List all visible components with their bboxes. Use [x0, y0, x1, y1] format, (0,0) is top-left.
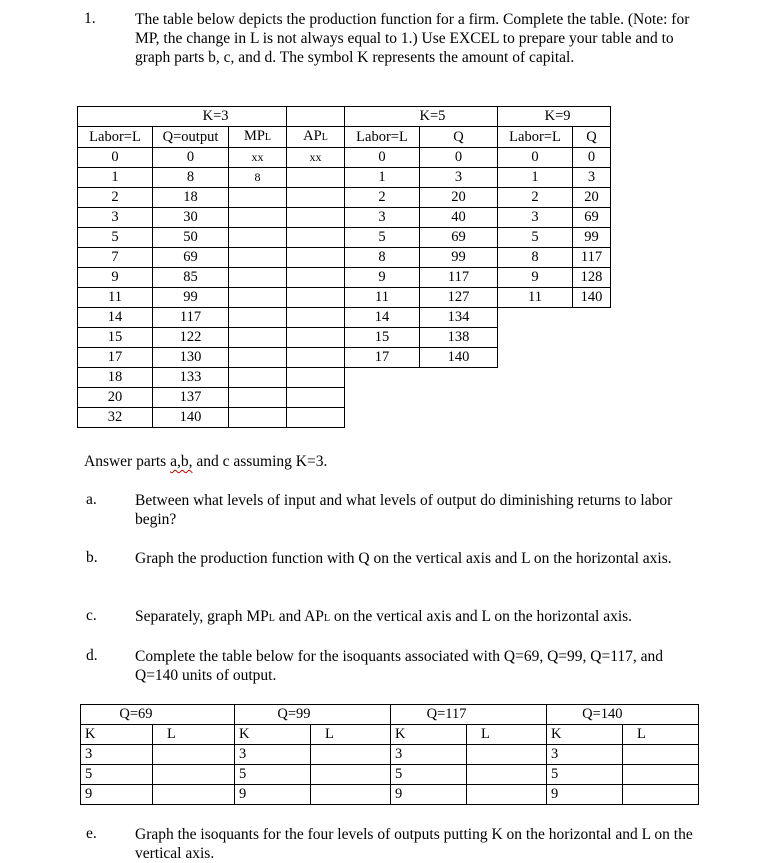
col-q9: Q	[573, 127, 611, 148]
iso-k-value: 3	[81, 745, 153, 765]
iso-k-value: 5	[81, 765, 153, 785]
cell-k3-output: 137	[153, 388, 229, 408]
cell-k3-labor: 14	[78, 308, 153, 328]
cell-k9-q: 128	[573, 268, 611, 288]
empty-cell	[345, 408, 420, 428]
cell-k3-mp	[229, 268, 287, 288]
empty-cell	[498, 368, 573, 388]
cell-k3-output: 85	[153, 268, 229, 288]
cell-k3-ap	[287, 328, 345, 348]
iso-q-header-blank	[311, 705, 391, 725]
table-row	[78, 168, 611, 188]
iso-l-value	[311, 745, 391, 765]
cell-k3-ap	[287, 168, 345, 188]
empty-cell	[345, 368, 420, 388]
cell-k3-output: 18	[153, 188, 229, 208]
table-row	[78, 248, 611, 268]
cell-k5-q: 140	[420, 348, 498, 368]
cell-k5-labor: 17	[345, 348, 420, 368]
cell-k3-mp	[229, 348, 287, 368]
empty-cell	[573, 368, 611, 388]
cell-k3-output: 130	[153, 348, 229, 368]
cell-k3-output: 8	[153, 168, 229, 188]
cell-k9-labor: 11	[498, 288, 573, 308]
table-row	[78, 188, 611, 208]
cell-k3-labor: 3	[78, 208, 153, 228]
iso-row	[81, 785, 699, 805]
header-blank	[573, 107, 611, 127]
cell-k3-labor: 15	[78, 328, 153, 348]
cell-k5-q: 0	[420, 148, 498, 168]
cell-k3-mp	[229, 228, 287, 248]
cell-k3-ap	[287, 188, 345, 208]
cell-k3-ap	[287, 228, 345, 248]
cell-k3-ap	[287, 388, 345, 408]
part-e-label: e.	[86, 825, 97, 842]
iso-q-header: Q=117	[391, 705, 467, 725]
iso-k-value: 9	[81, 785, 153, 805]
cell-k3-labor: 0	[78, 148, 153, 168]
table-row	[78, 408, 611, 428]
part-d-label: d.	[86, 647, 98, 664]
iso-k-value: 9	[235, 785, 311, 805]
table-row	[78, 308, 611, 328]
cell-k5-labor: 11	[345, 288, 420, 308]
cell-k3-ap	[287, 408, 345, 428]
empty-cell	[345, 388, 420, 408]
cell-k3-ap	[287, 248, 345, 268]
iso-q-header-blank	[153, 705, 235, 725]
cell-k5-q: 40	[420, 208, 498, 228]
cell-k5-labor: 1	[345, 168, 420, 188]
col-q5: Q	[420, 127, 498, 148]
empty-cell	[498, 348, 573, 368]
iso-k-header: K	[235, 725, 311, 745]
cell-k3-mp: 8	[229, 168, 287, 188]
iso-l-value	[153, 745, 235, 765]
cell-k3-output: 99	[153, 288, 229, 308]
table-row	[78, 228, 611, 248]
cell-k9-labor: 1	[498, 168, 573, 188]
cell-k3-labor: 18	[78, 368, 153, 388]
answer-intro: Answer parts a,b, and c assuming K=3.	[84, 453, 328, 470]
iso-header-row	[81, 705, 699, 725]
empty-cell	[420, 408, 498, 428]
iso-kl-row	[81, 725, 699, 745]
cell-k9-q: 69	[573, 208, 611, 228]
header-blank	[345, 107, 420, 127]
iso-l-value	[623, 745, 699, 765]
iso-l-value	[153, 785, 235, 805]
cell-k5-labor: 8	[345, 248, 420, 268]
cell-k5-labor: 14	[345, 308, 420, 328]
isoquant-table	[80, 704, 699, 805]
cell-k5-q: 69	[420, 228, 498, 248]
iso-l-value	[153, 765, 235, 785]
empty-cell	[420, 368, 498, 388]
iso-q-header-blank	[623, 705, 699, 725]
cell-k5-labor: 0	[345, 148, 420, 168]
header-blank	[287, 107, 345, 127]
table-row	[78, 328, 611, 348]
cell-k3-labor: 11	[78, 288, 153, 308]
empty-cell	[498, 308, 573, 328]
cell-k3-output: 133	[153, 368, 229, 388]
cell-k3-ap	[287, 308, 345, 328]
iso-l-header: L	[311, 725, 391, 745]
cell-k5-labor: 9	[345, 268, 420, 288]
cell-k5-labor: 2	[345, 188, 420, 208]
cell-k5-q: 117	[420, 268, 498, 288]
table-row	[78, 368, 611, 388]
cell-k3-labor: 5	[78, 228, 153, 248]
col-labor: Labor=L	[78, 127, 153, 148]
cell-k3-output: 117	[153, 308, 229, 328]
cell-k5-labor: 3	[345, 208, 420, 228]
header-k3: K=3	[153, 107, 229, 127]
iso-k-value: 9	[547, 785, 623, 805]
cell-k9-labor: 5	[498, 228, 573, 248]
cell-k3-ap: xx	[287, 148, 345, 168]
iso-row	[81, 765, 699, 785]
part-c-text: Separately, graph MPL and APL on the vertical axis and L on the horizontal axis.	[135, 608, 633, 625]
cell-k3-labor: 2	[78, 188, 153, 208]
cell-k3-mp: xx	[229, 148, 287, 168]
part-a-label: a.	[86, 491, 97, 508]
cell-k9-labor: 0	[498, 148, 573, 168]
cell-k3-mp	[229, 328, 287, 348]
iso-k-value: 3	[391, 745, 467, 765]
cell-k3-labor: 7	[78, 248, 153, 268]
cell-k5-labor: 5	[345, 228, 420, 248]
table-row	[78, 388, 611, 408]
iso-l-value	[623, 765, 699, 785]
table-row	[78, 208, 611, 228]
cell-k3-output: 0	[153, 148, 229, 168]
cell-k5-q: 3	[420, 168, 498, 188]
cell-k5-q: 134	[420, 308, 498, 328]
cell-k3-output: 122	[153, 328, 229, 348]
iso-q-header: Q=140	[547, 705, 623, 725]
header-blank	[78, 107, 153, 127]
cell-k5-q: 20	[420, 188, 498, 208]
empty-cell	[498, 388, 573, 408]
iso-k-value: 3	[547, 745, 623, 765]
table-row	[78, 268, 611, 288]
cell-k3-ap	[287, 208, 345, 228]
iso-k-value: 3	[235, 745, 311, 765]
iso-q-header: Q=99	[235, 705, 311, 725]
iso-k-header: K	[391, 725, 467, 745]
cell-k3-labor: 1	[78, 168, 153, 188]
part-e-text: Graph the isoquants for the four levels of outputs putting K on the horizontal and L on the vertical axis.	[135, 826, 693, 862]
iso-l-header: L	[467, 725, 547, 745]
table-row	[78, 288, 611, 308]
empty-cell	[573, 348, 611, 368]
iso-k-value: 5	[391, 765, 467, 785]
cell-k3-mp	[229, 408, 287, 428]
cell-k3-mp	[229, 388, 287, 408]
cell-k9-q: 140	[573, 288, 611, 308]
cell-k3-output: 30	[153, 208, 229, 228]
cell-k3-ap	[287, 348, 345, 368]
cell-k3-output: 140	[153, 408, 229, 428]
iso-q-header-blank	[467, 705, 547, 725]
col-labor9: Labor=L	[498, 127, 573, 148]
empty-cell	[573, 408, 611, 428]
cell-k5-labor: 15	[345, 328, 420, 348]
cell-k9-labor: 9	[498, 268, 573, 288]
cell-k3-labor: 32	[78, 408, 153, 428]
cell-k5-q: 127	[420, 288, 498, 308]
part-b-text: Graph the production function with Q on the vertical axis and L on the horizontal axis.	[135, 550, 672, 567]
table-row	[78, 348, 611, 368]
iso-l-header: L	[153, 725, 235, 745]
cell-k3-mp	[229, 248, 287, 268]
cell-k9-labor: 2	[498, 188, 573, 208]
iso-row	[81, 745, 699, 765]
cell-k3-labor: 17	[78, 348, 153, 368]
question-number: 1.	[84, 10, 96, 27]
part-a-text: Between what levels of input and what levels of output do diminishing returns to labor begin?	[135, 492, 673, 528]
cell-k9-q: 117	[573, 248, 611, 268]
empty-cell	[573, 308, 611, 328]
cell-k5-q: 99	[420, 248, 498, 268]
cell-k9-q: 99	[573, 228, 611, 248]
iso-l-value	[311, 785, 391, 805]
iso-q-header: Q=69	[81, 705, 153, 725]
cell-k3-mp	[229, 368, 287, 388]
cell-k3-output: 69	[153, 248, 229, 268]
iso-l-value	[467, 785, 547, 805]
cell-k3-mp	[229, 188, 287, 208]
empty-cell	[498, 328, 573, 348]
cell-k3-labor: 20	[78, 388, 153, 408]
header-blank	[229, 107, 287, 127]
iso-l-value	[311, 765, 391, 785]
header-k5: K=5	[420, 107, 498, 127]
production-table	[77, 106, 611, 428]
cell-k3-ap	[287, 368, 345, 388]
cell-k9-q: 20	[573, 188, 611, 208]
iso-k-header: K	[81, 725, 153, 745]
part-b-label: b.	[86, 549, 98, 566]
cell-k5-q: 138	[420, 328, 498, 348]
col-output: Q=output	[153, 127, 229, 148]
empty-cell	[498, 408, 573, 428]
intro-paragraph: The table below depicts the production function for a firm. Complete the table. (Note: for MP, the change in L is not always equal to 1.) Use EXCEL to prepare your table and to graph parts b, c, and d. The symbol K represents the amount of capital.	[135, 11, 690, 66]
empty-cell	[420, 388, 498, 408]
cell-k9-labor: 8	[498, 248, 573, 268]
cell-k3-ap	[287, 268, 345, 288]
part-d-text: Complete the table below for the isoquants associated with Q=69, Q=99, Q=117, and Q=140 units of output.	[135, 648, 664, 684]
cell-k3-mp	[229, 288, 287, 308]
part-c-label: c.	[86, 607, 97, 624]
iso-l-value	[467, 745, 547, 765]
empty-cell	[573, 388, 611, 408]
iso-l-value	[623, 785, 699, 805]
cell-k9-q: 0	[573, 148, 611, 168]
header-k9: K=9	[498, 107, 573, 127]
col-labor5: Labor=L	[345, 127, 420, 148]
iso-l-header: L	[623, 725, 699, 745]
cell-k3-mp	[229, 208, 287, 228]
col-ap: APL	[287, 127, 345, 148]
table-row	[78, 148, 611, 168]
iso-l-value	[467, 765, 547, 785]
iso-k-header: K	[547, 725, 623, 745]
iso-k-value: 5	[547, 765, 623, 785]
cell-k3-labor: 9	[78, 268, 153, 288]
cell-k3-ap	[287, 288, 345, 308]
cell-k9-q: 3	[573, 168, 611, 188]
col-mp: MPL	[229, 127, 287, 148]
cell-k3-mp	[229, 308, 287, 328]
iso-k-value: 5	[235, 765, 311, 785]
iso-k-value: 9	[391, 785, 467, 805]
cell-k9-labor: 3	[498, 208, 573, 228]
cell-k3-output: 50	[153, 228, 229, 248]
empty-cell	[573, 328, 611, 348]
